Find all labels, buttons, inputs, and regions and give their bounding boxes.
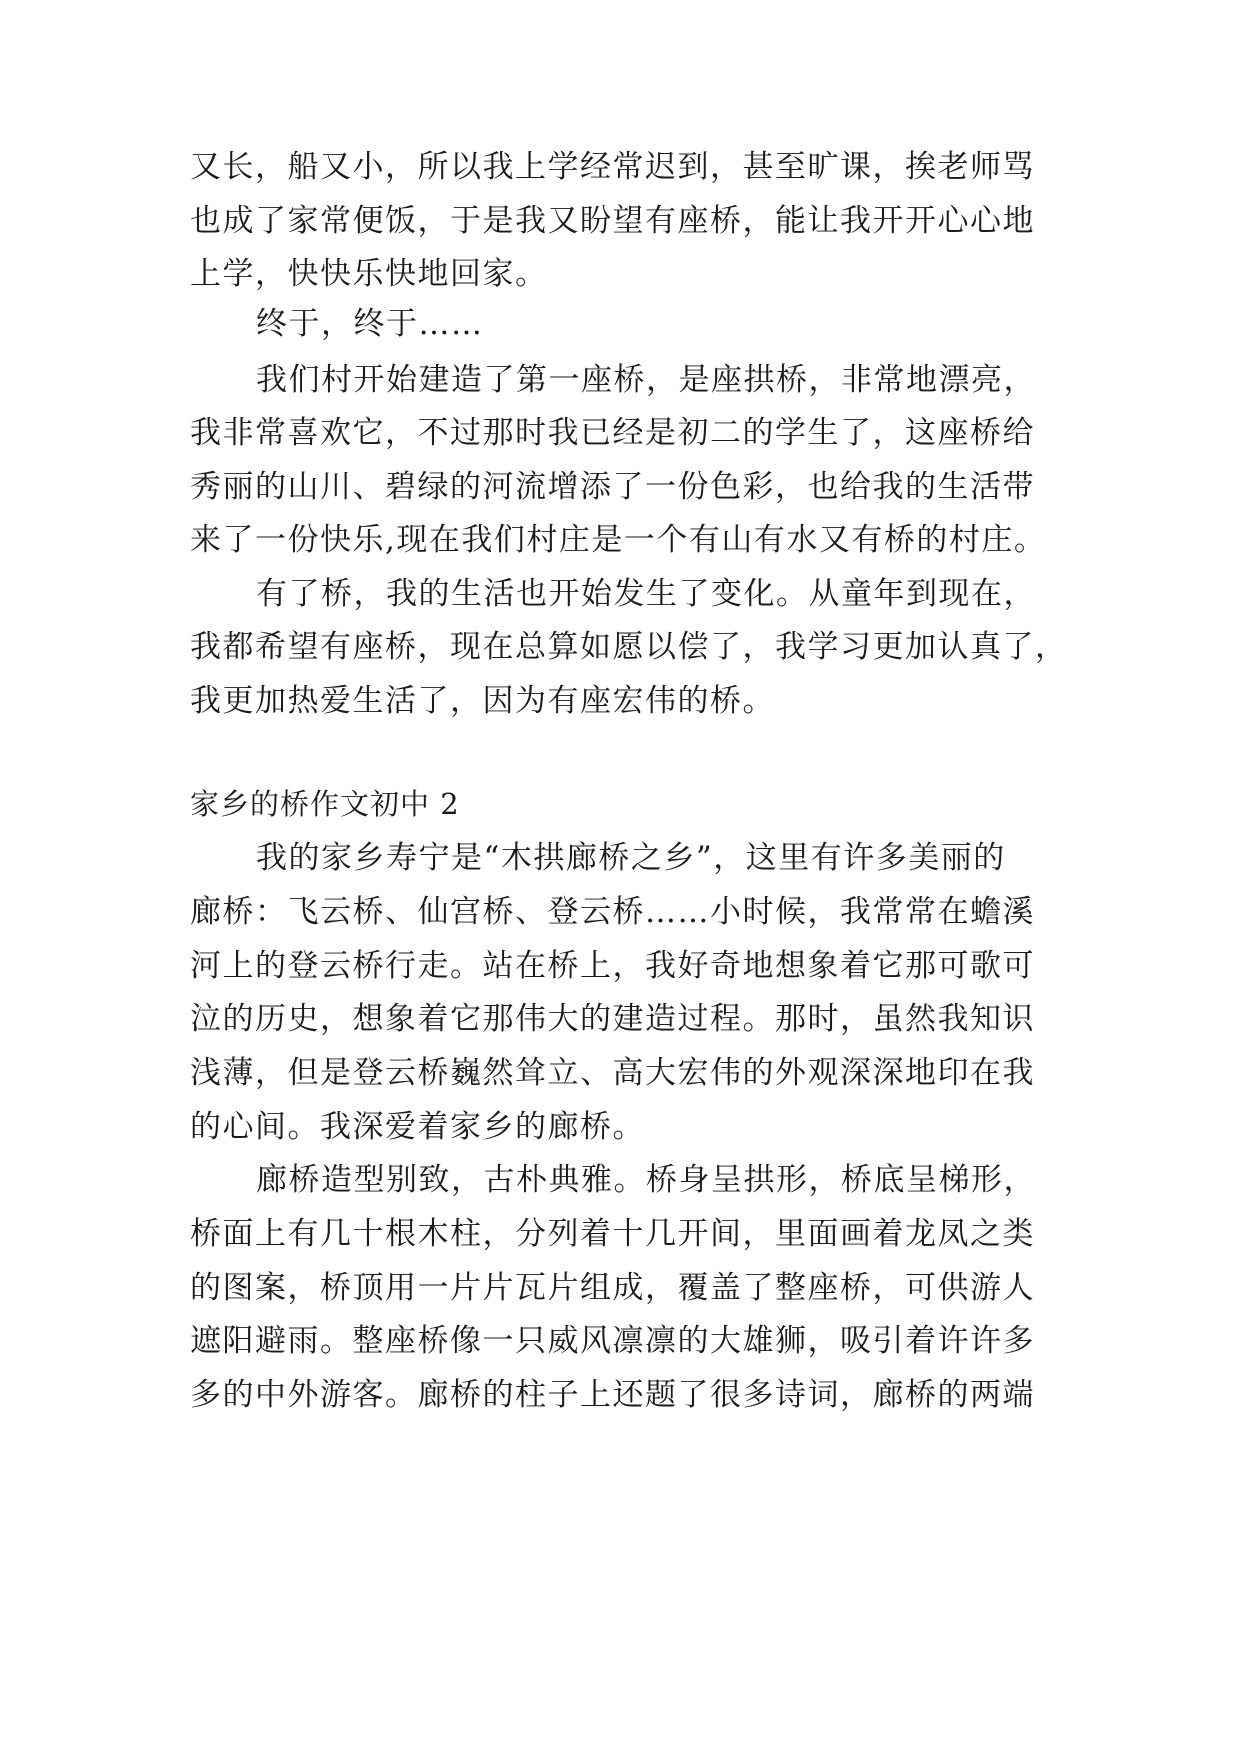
paragraph-line: 终于，终于…… <box>256 306 484 342</box>
paragraph-line: 我非常喜欢它，不过那时我已经是初二的学生了，这座桥给 <box>190 415 1035 451</box>
paragraph-line: 桥面上有几十根木柱，分列着十几开间，里面画着龙凤之类 <box>190 1216 1035 1252</box>
paragraph-line: 泣的历史，想象着它那伟大的建造过程。那时，虽然我知识 <box>190 1001 1035 1037</box>
paragraph-line: 廊桥：飞云桥、仙宫桥、登云桥……小时候，我常常在蟾溪 <box>190 894 1035 930</box>
paragraph-line: 多的中外游客。廊桥的柱子上还题了很多诗词，廊桥的两端 <box>190 1377 1035 1413</box>
paragraph-line: 浅薄，但是登云桥巍然耸立、高大宏伟的外观深深地印在我 <box>190 1055 1035 1091</box>
paragraph-line: 河上的登云桥行走。站在桥上，我好奇地想象着它那可歌可 <box>190 948 1035 984</box>
paragraph-line: 廊桥造型别致，古朴典雅。桥身呈拱形，桥底呈梯形， <box>256 1162 1036 1198</box>
paragraph-line: 遮阳避雨。整座桥像一只威风凛凛的大雄狮，吸引着许许多 <box>190 1323 1035 1359</box>
paragraph-line: 又长，船又小，所以我上学经常迟到，甚至旷课，挨老师骂 <box>190 149 1035 185</box>
paragraph-line: 也成了家常便饭，于是我又盼望有座桥，能让我开开心心地 <box>190 203 1035 239</box>
paragraph-line: 有了桥，我的生活也开始发生了变化。从童年到现在， <box>256 576 1036 612</box>
paragraph-line: 我的家乡寿宁是“木拱廊桥之乡”，这里有许多美丽的 <box>256 840 1006 876</box>
paragraph-line: 的心间。我深爱着家乡的廊桥。 <box>190 1109 645 1145</box>
section-heading: 家乡的桥作文初中 2 <box>190 787 460 821</box>
paragraph-line: 我都希望有座桥，现在总算如愿以偿了，我学习更加认真了， <box>190 629 1068 665</box>
paragraph-line: 我们村开始建造了第一座桥，是座拱桥，非常地漂亮， <box>256 362 1036 398</box>
paragraph-line: 秀丽的山川、碧绿的河流增添了一份色彩，也给我的生活带 <box>190 469 1035 505</box>
paragraph-line: 来了一份快乐,现在我们村庄是一个有山有水又有桥的村庄。 <box>190 522 1047 558</box>
paragraph-line: 上学，快快乐快地回家。 <box>190 256 548 292</box>
paragraph-line: 我更加热爱生活了，因为有座宏伟的桥。 <box>190 683 775 719</box>
paragraph-line: 的图案，桥顶用一片片瓦片组成，覆盖了整座桥，可供游人 <box>190 1270 1035 1306</box>
